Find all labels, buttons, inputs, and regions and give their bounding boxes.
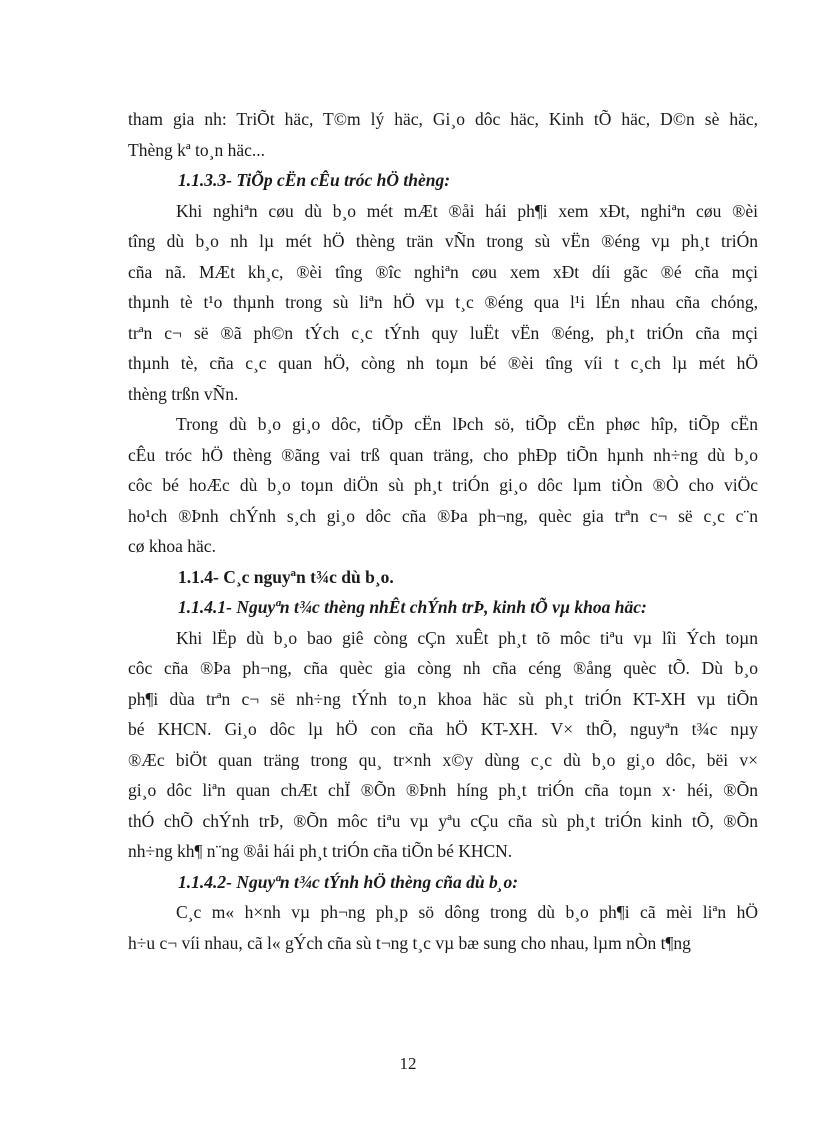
text-line: Trong dù b¸o gi¸o dôc, tiÕp cËn lÞch sö, tiÕp cËn phøc hîp, tiÕp cËn <box>176 414 758 434</box>
text-line: thèng trßn vÑn. <box>128 383 239 404</box>
section-heading <box>128 562 758 593</box>
text-line: cña nã. MÆt kh¸c, ®èi tîng ®îc nghiªn cøu xem xÐt díi gãc ®é cña mçi <box>128 261 758 282</box>
text-line: 1.1.4.1- Nguyªn t¾c thèng nhÊt chÝnh trÞ, kinh tÕ vµ khoa häc: <box>178 597 647 617</box>
body-paragraph <box>128 196 758 410</box>
text-line: Khi nghiªn cøu dù b¸o mét mÆt ®åi hái ph¶i xem xÐt, nghiªn cøu ®èi <box>176 200 758 221</box>
text-line: thÓ chÕ chÝnh trÞ, ®Õn môc tiªu vµ yªu cÇu cña sù ph¸t triÓn kinh tÕ, ®Õn <box>128 810 758 831</box>
text-line: C¸c m« h×nh vµ ph¬ng ph¸p sö dông trong dù b¸o ph¶i cã mèi liªn hÖ <box>176 902 758 922</box>
text-line: nh÷ng kh¶ n¨ng ®åi hái ph¸t triÓn cña tiÕn bé KHCN. <box>128 841 513 861</box>
body-paragraph <box>128 897 758 958</box>
text-line: ®Æc biÖt quan träng trong qu¸ tr×nh x©y dùng c¸c dù b¸o gi¸o dôc, bëi v× <box>128 749 758 770</box>
text-line: cÊu tróc hÖ thèng ®ãng vai trß quan träng, cho phÐp tiÕn hµnh nh÷ng dù b¸o <box>128 444 758 465</box>
subsection-heading <box>128 165 758 196</box>
text-line: ph¶i dùa trªn c¬ së nh÷ng tÝnh to¸n khoa häc sù ph¸t triÓn KT-XH vµ tiÕn <box>128 688 758 709</box>
document-body <box>128 104 758 958</box>
subsection-heading <box>128 867 758 898</box>
text-line: côc bé hoÆc dù b¸o toµn diÖn sù ph¸t triÓn gi¸o dôc lµm tiÒn ®Ò cho viÖc <box>128 475 758 495</box>
text-line: bé KHCN. Gi¸o dôc lµ hÖ con cña hÖ KT-XH. V× thÕ, nguyªn t¾c nµy <box>128 719 758 739</box>
text-line: thµnh tè, cña c¸c quan hÖ, còng nh toµn bé ®èi tîng víi t c¸ch lµ mét hÖ <box>128 353 758 373</box>
text-line: tîng dù b¸o nh lµ mét hÖ thèng trän vÑn trong sù vËn ®éng vµ ph¸t triÓn <box>128 231 758 251</box>
subsection-heading <box>128 592 758 623</box>
text-line: h÷u c¬ víi nhau, cã l« gÝch cña sù t¬ng t¸c vµ bæ sung cho nhau, lµm nÒn t¶ng <box>128 932 691 953</box>
body-paragraph <box>128 409 758 562</box>
text-line: tham gia nh: TriÕt häc, T©m lý häc, Gi¸o dôc häc, Kinh tÕ häc, D©n sè häc, <box>128 109 758 129</box>
text-line: ho¹ch ®Þnh chÝnh s¸ch gi¸o dôc cña ®Þa ph¬ng, quèc gia trªn c¬ së c¸c c¨n <box>128 505 758 526</box>
text-line: thµnh tè t¹o thµnh trong sù liªn hÖ vµ t¸c ®éng qua l¹i lÉn nhau cña chóng, <box>128 292 758 312</box>
text-line: Thèng kª to¸n häc... <box>128 139 266 160</box>
text-line: côc cña ®Þa ph¬ng, cña quèc gia còng nh cña céng ®ång quèc tÕ. Dù b¸o <box>128 658 758 678</box>
text-line: trªn c¬ së ®ã ph©n tÝch c¸c tÝnh quy luËt vËn ®éng, ph¸t triÓn cña mçi <box>128 322 758 343</box>
text-line: 1.1.4.2- Nguyªn t¾c tÝnh hÖ thèng cña dù b¸o: <box>178 871 519 892</box>
body-paragraph <box>128 104 758 165</box>
body-paragraph <box>128 623 758 867</box>
text-line: cø khoa häc. <box>128 536 216 556</box>
text-line: 1.1.4- C¸c nguyªn t¾c dù b¸o. <box>178 566 394 587</box>
text-line: gi¸o dôc liªn quan chÆt chÏ ®Õn ®Þnh híng ph¸t triÓn cña toµn x· héi, ®Õn <box>128 780 758 800</box>
page-number: 12 <box>399 1054 417 1073</box>
text-line: 1.1.3.3- TiÕp cËn cÊu tróc hÖ thèng: <box>178 170 451 190</box>
text-line: Khi lËp dù b¸o bao giê còng cÇn xuÊt ph¸t tõ môc tiªu vµ lîi Ých toµn <box>176 627 758 648</box>
